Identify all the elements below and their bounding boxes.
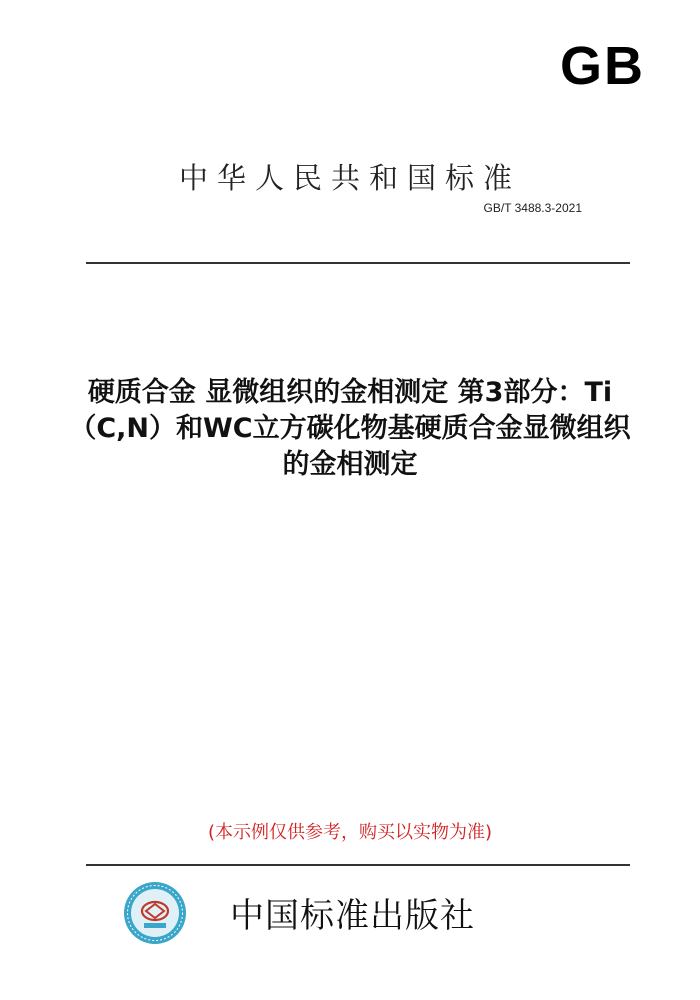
- title-line: （C,N）和WC立方碳化物基硬质合金显微组织: [69, 413, 631, 444]
- standard-organization: 中华人民共和国标准: [178, 161, 521, 195]
- seal-label-bar: [144, 923, 166, 928]
- seal-inner-disc: [131, 889, 179, 937]
- document-title: [40, 375, 660, 483]
- standard-number: GB/T 3488.3-2021: [483, 201, 582, 215]
- publisher-name: 中国标准出版社: [230, 896, 475, 936]
- publisher-seal-icon: [122, 880, 188, 946]
- title-line: 的金相测定: [282, 449, 418, 480]
- gb-logo: GB: [560, 36, 645, 96]
- title-line: 硬质合金 显微组织的金相测定 第3部分：Ti: [87, 377, 613, 408]
- top-divider: [86, 262, 630, 264]
- bottom-divider: [86, 864, 630, 866]
- sample-notice: (本示例仅供参考，购买以实物为准): [207, 822, 493, 843]
